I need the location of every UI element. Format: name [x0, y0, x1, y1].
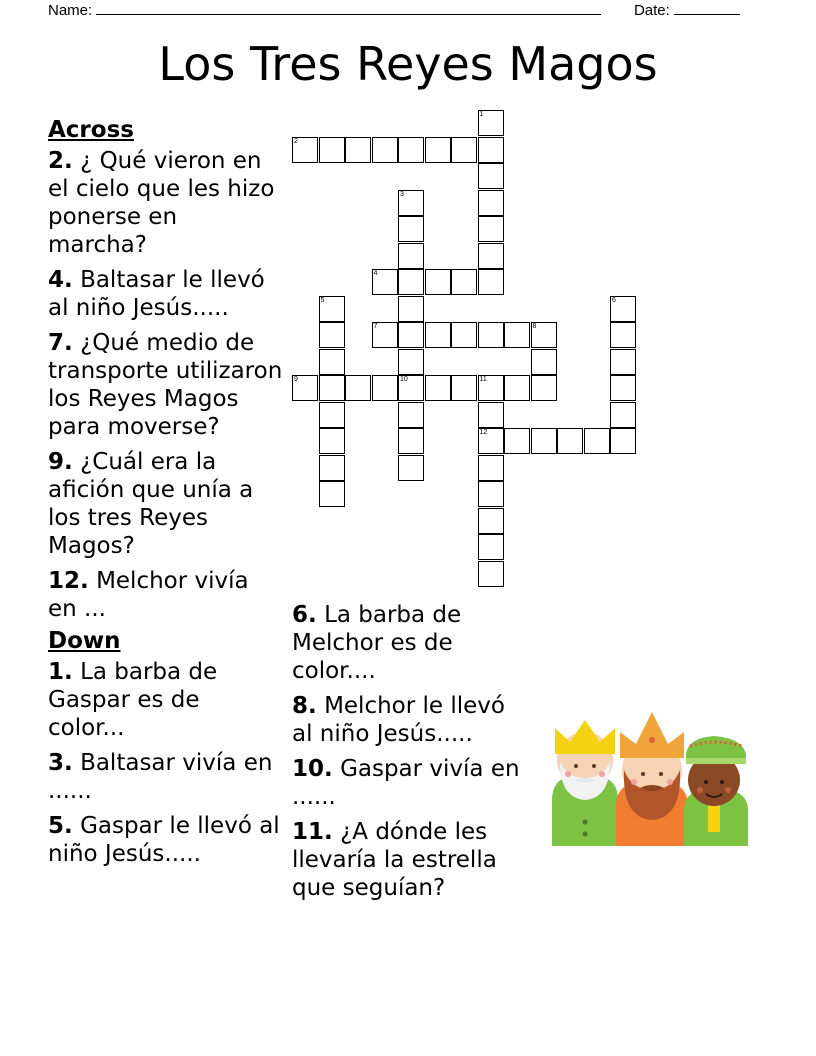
clue-text: ¿ Qué vieron en el cielo que les hizo ponerse en marcha? [48, 148, 275, 258]
crossword-cell[interactable] [478, 137, 504, 163]
crossword-cell[interactable] [319, 137, 345, 163]
name-field[interactable] [96, 0, 601, 15]
cell-number: 6 [612, 296, 616, 304]
cell-number: 8 [532, 323, 537, 330]
crossword-cell[interactable] [610, 296, 636, 322]
cell-number: 5 [320, 296, 325, 304]
crossword-cell[interactable] [531, 322, 557, 348]
crossword-cell[interactable] [478, 216, 504, 242]
crossword-cell[interactable] [478, 243, 504, 269]
crossword-cell[interactable] [372, 375, 398, 401]
crossword-cell[interactable] [478, 428, 504, 454]
cell-number: 2 [294, 137, 298, 145]
crossword-cell[interactable] [398, 402, 424, 428]
cell-number: 9 [294, 376, 298, 383]
name-label: Name: [48, 2, 93, 19]
crossword-cell[interactable] [531, 375, 557, 401]
crossword-cell[interactable] [319, 349, 345, 375]
clue-number: 12. [48, 568, 89, 594]
crossword-cell[interactable] [531, 349, 557, 375]
crossword-cell[interactable] [504, 375, 530, 401]
clues-left-column [48, 116, 283, 875]
cell-number: 11 [479, 376, 487, 383]
clue-number: 7. [48, 330, 73, 356]
crossword-cell[interactable] [610, 375, 636, 401]
clue-number: 2. [48, 148, 73, 174]
date-label: Date: [633, 2, 670, 19]
clue-number: 5. [48, 813, 73, 839]
crossword-cell[interactable] [584, 428, 610, 454]
crossword-cell[interactable] [610, 322, 636, 348]
crossword-cell[interactable] [398, 455, 424, 481]
crossword-cell[interactable] [345, 137, 371, 163]
cell-number: 1 [479, 111, 484, 118]
crossword-cell[interactable] [478, 163, 504, 189]
crossword-cell[interactable] [478, 322, 504, 348]
cell-number: 10 [400, 376, 408, 383]
crossword-cell[interactable] [451, 269, 477, 295]
cell-number: 12 [479, 429, 488, 436]
clue-text: ¿Cuál era la afición que unía a los tres Reyes Magos? [48, 449, 254, 559]
crossword-cell[interactable] [610, 349, 636, 375]
clue-number: 3. [48, 750, 73, 776]
clue-text: ¿Qué medio de transporte utilizaron los Reyes Magos para moverse? [48, 330, 283, 440]
crossword-cell[interactable] [478, 455, 504, 481]
crossword-cell[interactable] [372, 137, 398, 163]
crossword-cell[interactable] [425, 375, 451, 401]
crossword-cell[interactable] [610, 428, 636, 454]
clue-text: ¿A dónde les llevaría la estrella que seguían? [292, 819, 497, 901]
crossword-cell[interactable] [478, 190, 504, 216]
clue-number: 9. [48, 449, 73, 475]
crossword-cell[interactable] [398, 296, 424, 322]
crossword-cell[interactable] [478, 481, 504, 507]
crossword-cell[interactable] [319, 455, 345, 481]
crossword-cell[interactable] [478, 561, 504, 587]
clue-number: 4. [48, 267, 73, 293]
clue-text: La barba de Gaspar es de color... [48, 659, 218, 741]
across-clue-12 [48, 567, 283, 623]
across-clue-4 [48, 266, 283, 322]
page-title: Los Tres Reyes Magos [158, 37, 658, 91]
crossword-cell[interactable] [478, 110, 504, 136]
name-line[interactable] [48, 0, 601, 19]
crossword-cell[interactable] [398, 428, 424, 454]
across-clue-2 [48, 147, 283, 259]
date-line[interactable] [634, 0, 740, 19]
clue-number: 11. [292, 819, 333, 845]
clue-text: La barba de Melchor es de color.... [292, 602, 462, 684]
crossword-cell[interactable] [398, 243, 424, 269]
cell-number: 3 [400, 190, 404, 198]
crossword-cell[interactable] [398, 322, 424, 348]
crossword-cell[interactable] [319, 322, 345, 348]
date-field[interactable] [674, 0, 740, 15]
down-clue-1 [48, 658, 283, 742]
crossword-cell[interactable] [451, 137, 477, 163]
crossword-cell[interactable] [398, 216, 424, 242]
down-clue-10 [292, 755, 527, 811]
clue-number: 10. [292, 756, 333, 782]
crossword-cell[interactable] [319, 296, 345, 322]
crossword-cell[interactable] [451, 322, 477, 348]
down-clue-8 [292, 692, 527, 748]
down-clue-5 [48, 812, 283, 868]
crossword-cell[interactable] [610, 402, 636, 428]
clue-text: Gaspar le llevó al niño Jesús..... [48, 813, 280, 867]
crossword-cell[interactable] [504, 322, 530, 348]
crossword-cell[interactable] [478, 534, 504, 560]
crossword-cell[interactable] [504, 428, 530, 454]
crossword-cell[interactable] [478, 375, 504, 401]
crossword-cell[interactable] [292, 137, 318, 163]
clue-text: Baltasar vivía en ...... [48, 750, 273, 804]
crossword-cell[interactable] [319, 428, 345, 454]
crossword-cell[interactable] [319, 375, 345, 401]
crossword-cell[interactable] [425, 269, 451, 295]
crossword-cell[interactable] [372, 322, 398, 348]
down-clue-6 [292, 601, 527, 685]
clue-text: Gaspar vivía en ...... [292, 756, 520, 810]
cell-number: 4 [373, 270, 378, 277]
crossword-cell[interactable] [531, 428, 557, 454]
down-clue-3 [48, 749, 283, 805]
header [48, 0, 740, 18]
across-clue-9 [48, 448, 283, 560]
crossword-cell[interactable] [451, 375, 477, 401]
king-right [684, 736, 748, 846]
clue-text: Melchor vivía en ... [48, 568, 249, 622]
crossword-cell[interactable] [398, 190, 424, 216]
king-left [552, 720, 618, 846]
crossword-cell[interactable] [425, 137, 451, 163]
clues-middle-column [292, 601, 527, 909]
clue-number: 1. [48, 659, 73, 685]
crossword-cell[interactable] [398, 349, 424, 375]
crossword-cell[interactable] [398, 137, 424, 163]
down-clue-11 [292, 818, 527, 902]
crossword-cell[interactable] [478, 269, 504, 295]
crossword-cell[interactable] [345, 375, 371, 401]
clue-number: 6. [292, 602, 317, 628]
crossword-cell[interactable] [398, 269, 424, 295]
clue-text: Baltasar le llevó al niño Jesús..... [48, 267, 265, 321]
crossword-cell[interactable] [425, 322, 451, 348]
crossword-cell[interactable] [557, 428, 583, 454]
crossword-cell[interactable] [478, 402, 504, 428]
crossword-cell[interactable] [398, 375, 424, 401]
three-wise-men-illustration [550, 710, 750, 850]
king-middle [616, 712, 688, 846]
crossword-cell[interactable] [319, 481, 345, 507]
cell-number: 7 [373, 323, 378, 330]
across-clue-7 [48, 329, 283, 441]
crossword-cell[interactable] [372, 269, 398, 295]
crossword-cell[interactable] [478, 508, 504, 534]
clue-number: 8. [292, 693, 317, 719]
crossword-cell[interactable] [319, 402, 345, 428]
across-heading: Across [48, 117, 134, 143]
down-heading: Down [48, 628, 121, 654]
clue-text: Melchor le llevó al niño Jesús..... [292, 693, 505, 747]
crossword-cell[interactable] [292, 375, 318, 401]
